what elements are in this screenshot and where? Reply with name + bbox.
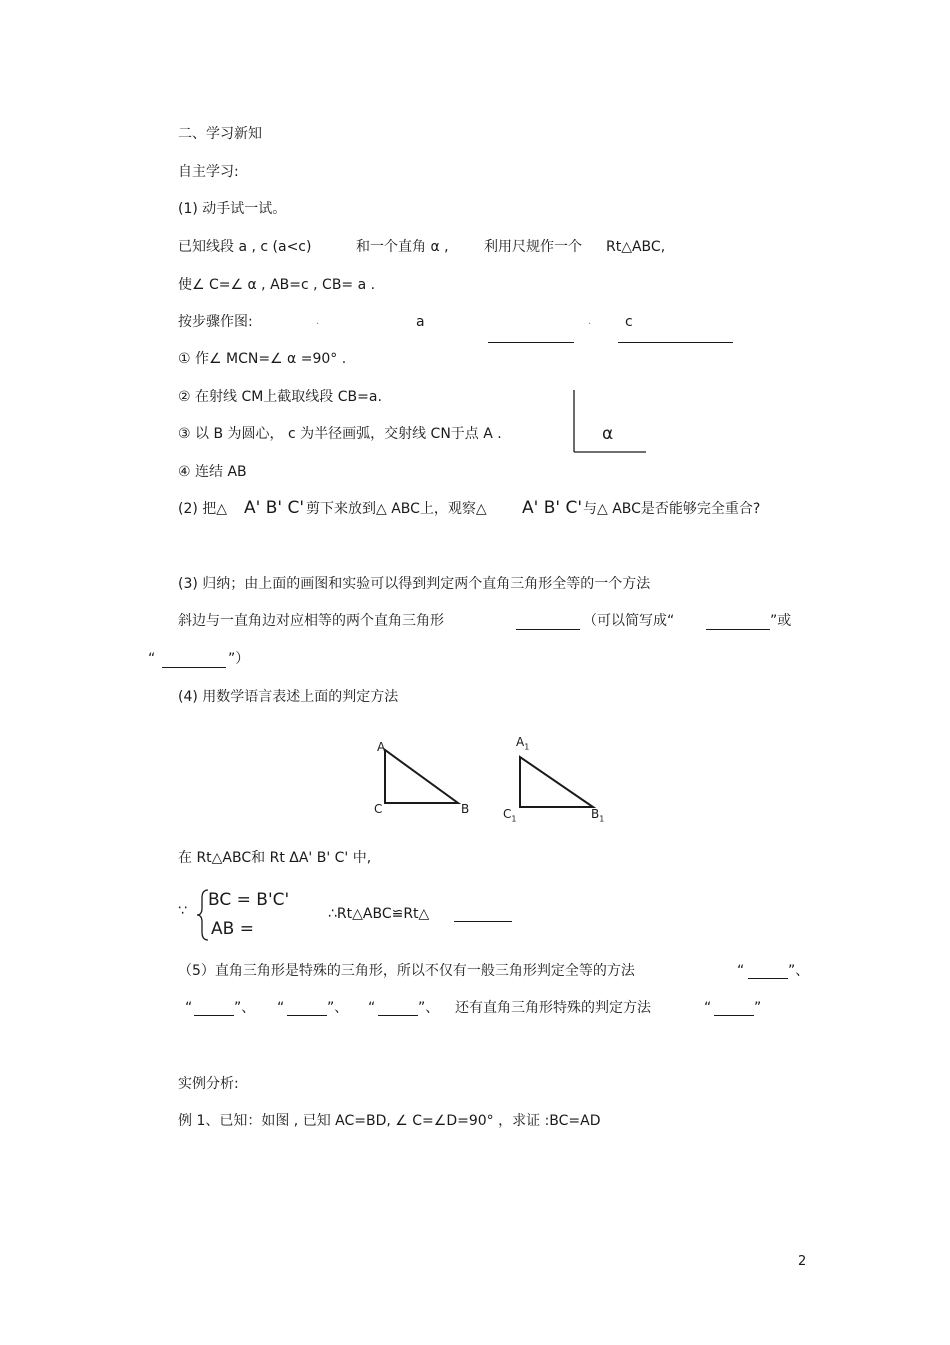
step-3: ③ 以 B 为圆心， c 为半径画弧，交射线 CN于点 A . [178,426,502,442]
given-segments: 已知线段 a , c (a<c) [178,239,312,255]
given-angle: 和一个直角 α , [356,239,449,255]
part5-special: 还有直角三角形特殊的判定方法 [455,1000,651,1016]
therefore-statement: ∴Rt△ABC≌Rt△ [328,906,430,922]
quote-open: “ [737,963,745,979]
given-construct: 利用尺规作一个 [484,239,582,255]
vertex-b1-label: $B_1$ [591,807,605,824]
vertex-a1-label: $A_1$ [516,735,530,752]
given-triangle: Rt△ABC, [606,239,666,255]
example-heading: 实例分析: [178,1076,239,1092]
part2-a: (2) 把△ [178,501,228,517]
part3-open-quote: “ [148,651,156,667]
in-triangles-text: 在 Rt△ABC和 Rt ΔA' B' C' 中, [178,850,372,866]
step-4: ④ 连结 AB [178,464,247,480]
part5-line1: （5）直角三角形是特殊的三角形，所以不仅有一般三角形判定全等的方法 [178,963,635,979]
part2-triangle-2: A' B' C' [522,498,582,518]
part3-or: ”或 [770,613,792,629]
fill-blank[interactable] [454,921,512,922]
dot-mark: . [588,316,592,327]
quote-open: “ [704,1000,712,1016]
fill-blank[interactable] [714,1015,754,1016]
quote-open: “ [368,1000,376,1016]
fill-blank[interactable] [194,1015,234,1016]
equation-bc: BC = B'C' [208,890,290,910]
quote-open: “ [277,1000,285,1016]
self-study-label: 自主学习: [178,164,239,180]
segment-c-line [618,342,733,343]
fill-blank[interactable] [378,1015,418,1016]
vertex-b-label: B [461,802,470,816]
condition-line: 使∠ C=∠ α , AB=c , CB= a . [178,277,376,293]
part4-heading: (4) 用数学语言表述上面的判定方法 [178,689,399,705]
quote-close: ” [754,1000,762,1016]
quote-close: ”、 [234,1000,256,1016]
part1-heading: (1) 动手试一试。 [178,201,287,217]
dot-mark: . [316,316,320,327]
segment-a-label: a [416,314,425,330]
segment-a-line [488,342,574,343]
steps-heading: 按步骤作图: [178,314,253,330]
quote-close: ”、 [327,1000,349,1016]
section-title: 二、学习新知 [178,126,262,142]
vertex-a-label: A [377,740,386,754]
part2-e: 与△ ABC是否能够完全重合? [583,501,761,517]
fill-blank[interactable] [516,629,580,630]
fill-blank[interactable] [287,1015,327,1016]
segment-c-label: c [625,314,633,330]
part2-triangle-1: A' B' C' [244,498,304,518]
vertex-c1-label: $C_1$ [503,807,517,824]
because-symbol: ∵ [178,903,187,919]
part3-heading: (3) 归纳；由上面的画图和实验可以得到判定两个直角三角形全等的一个方法 [178,576,651,592]
part3-statement: 斜边与一直角边对应相等的两个直角三角形 [178,613,444,629]
part2-c: 剪下来放到△ ABC上，观察△ [306,501,487,517]
example-1: 例 1、已知：如图 , 已知 AC=BD, ∠ C=∠D=90° ，求证 :BC=AD [178,1113,601,1129]
fill-blank[interactable] [748,978,788,979]
quote-close: ”、 [788,963,810,979]
part3-paren: （可以简写成“ [583,613,675,629]
alpha-label: α [602,424,614,444]
quote-close: ”、 [418,1000,440,1016]
equation-ab: AB = [211,919,254,939]
page-number: 2 [798,1254,807,1269]
step-2: ② 在射线 CM上截取线段 CB=a. [178,389,382,405]
part3-close: ”） [228,651,250,667]
right-angle-figure [568,388,650,458]
fill-blank[interactable] [706,629,770,630]
step-1: ① 作∠ MCN=∠ α =90° . [178,351,347,367]
vertex-c-label: C [374,802,383,816]
fill-blank[interactable] [162,667,226,668]
quote-open: “ [185,1000,193,1016]
